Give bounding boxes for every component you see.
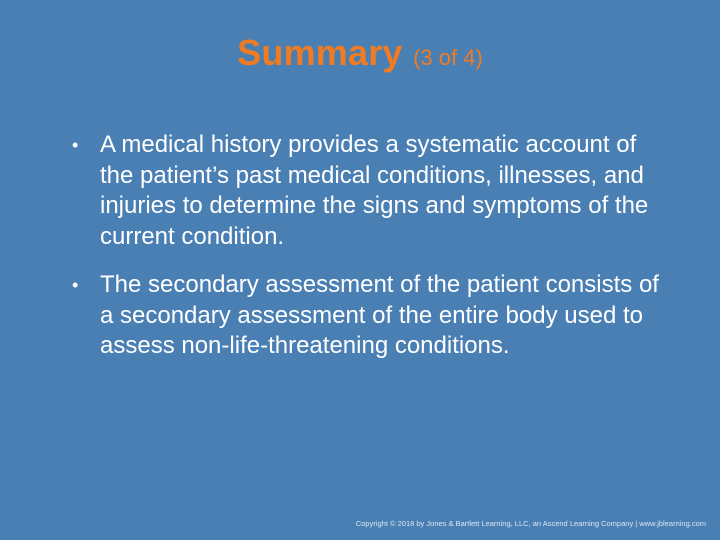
- copyright-footer: Copyright © 2018 by Jones & Bartlett Learning, LLC, an Ascend Learning Company | www.jblearning.com: [355, 519, 706, 528]
- bullet-item: [72, 130, 672, 252]
- bullet-marker: •: [72, 275, 79, 295]
- title-main: Summary: [237, 32, 403, 73]
- bullet-list: [72, 130, 672, 380]
- bullet-item: [72, 270, 672, 362]
- bullet-text: A medical history provides a systematic account of the patient’s past medical conditions, illnesses, and injuries to determine the signs and symptoms of the current condition.: [100, 131, 649, 250]
- title-page-indicator: (3 of 4): [413, 45, 483, 70]
- bullet-text: The secondary assessment of the patient consists of a secondary assessment of the entire body used to assess non-life-threatening conditions.: [100, 271, 659, 359]
- bullet-marker: •: [72, 135, 79, 155]
- slide-title: [0, 32, 720, 74]
